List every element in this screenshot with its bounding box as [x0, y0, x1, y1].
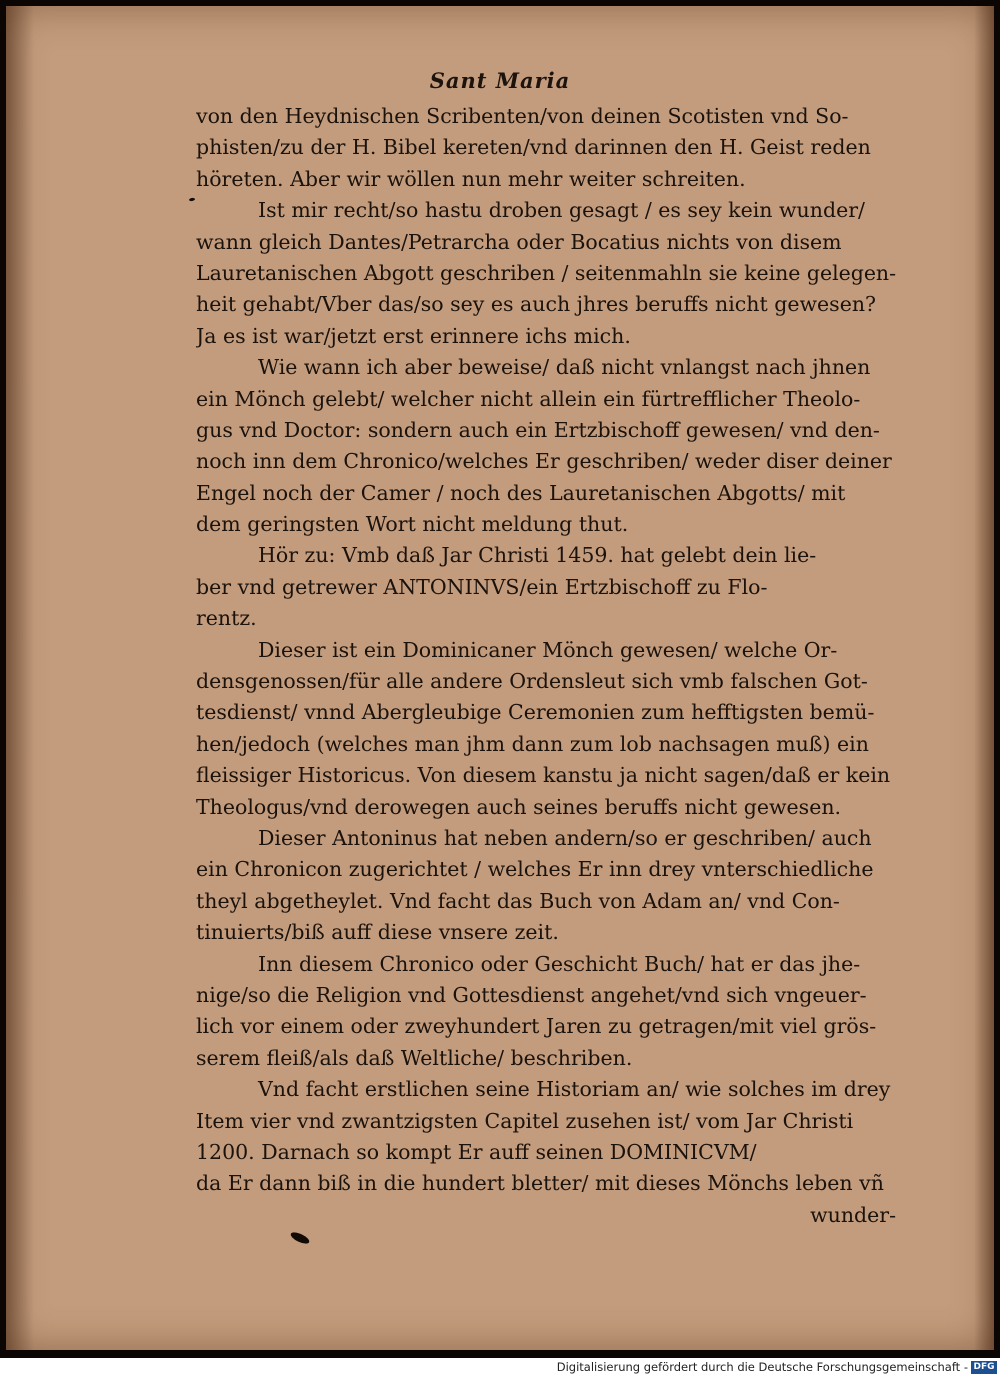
- text-line: ber vnd getrewer ANTONINVS/ein Ertzbischoff zu Flo-: [196, 574, 768, 599]
- binding-shadow: [6, 6, 34, 1350]
- text-line: fleissiger Historicus. Von diesem kanstu ja nicht sagen/daß er kein: [196, 763, 891, 788]
- text-line: Theologus/vnd derowegen auch seines beruffs nicht gewesen.: [196, 794, 842, 819]
- text-line: da Er dann biß in die hundert bletter/ mit dieses Mönchs leben vñ: [196, 1171, 884, 1196]
- text-line: hen/jedoch (welches man jhm dann zum lob nachsagen muß) ein: [196, 731, 869, 756]
- running-head: Sant Maria: [429, 68, 571, 93]
- text-line: Hör zu: Vmb daß Jar Christi 1459. hat gelebt dein lie-: [258, 543, 817, 568]
- text-line: serem fleiß/als daß Weltliche/ beschriben.: [196, 1045, 633, 1070]
- footer-bar: [0, 1358, 1000, 1378]
- text-line: densgenossen/für alle andere Ordensleut sich vmb falschen Got-: [196, 669, 868, 694]
- text-line: heit gehabt/Vber das/so sey es auch jhres beruffs nicht gewesen?: [196, 292, 877, 317]
- text-line: lich vor einem oder zweyhundert Jaren zu getragen/mit viel grös-: [196, 1014, 877, 1039]
- page-edge-shadow: [974, 6, 994, 1350]
- text-line: ein Mönch gelebt/ welcher nicht allein ein fürtrefflicher Theolo-: [196, 386, 861, 411]
- text-line: Dieser ist ein Dominicaner Mönch gewesen/ welche Or-: [258, 637, 838, 662]
- text-line: wann gleich Dantes/Petrarcha oder Bocatius nichts von disem: [196, 229, 842, 254]
- text-line: dem geringsten Wort nicht meldung thut.: [196, 512, 629, 537]
- text-line: Wie wann ich aber beweise/ daß nicht vnlangst nach jhnen: [258, 355, 871, 380]
- text-line: phisten/zu der H. Bibel kereten/vnd darinnen den H. Geist reden: [196, 135, 871, 160]
- text-line: ein Chronicon zugerichtet / welches Er inn drey vnterschiedliche: [196, 857, 874, 882]
- text-line: tesdienst/ vnnd Abergleubige Ceremonien zum hefftigsten bemü-: [196, 700, 875, 725]
- text-line: theyl abgetheylet. Vnd facht das Buch von Adam an/ vnd Con-: [196, 888, 840, 913]
- text-line: tinuierts/biß auff diese vnsere zeit.: [196, 920, 559, 945]
- dfg-logo: DFG: [971, 1361, 997, 1374]
- text-line: Item vier vnd zwantzigsten Capitel zusehen ist/ vom Jar Christi: [196, 1108, 854, 1133]
- text-line: höreten. Aber wir wöllen nun mehr weiter schreiten.: [196, 166, 746, 191]
- text-line: rentz.: [196, 606, 257, 631]
- text-line: von den Heydnischen Scribenten/von deinen Scotisten vnd So-: [196, 104, 849, 128]
- text-line: Dieser Antoninus hat neben andern/so er geschriben/ auch: [258, 825, 872, 850]
- text-line: Lauretanischen Abgott geschriben / seitenmahln sie keine gelegen-: [196, 260, 896, 285]
- text-line: noch inn dem Chronico/welches Er geschriben/ weder diser deiner: [196, 449, 892, 474]
- text-line: Ja es ist war/jetzt erst erinnere ichs mich.: [196, 323, 631, 348]
- paper-page: [6, 6, 994, 1350]
- text-line: wunder-: [810, 1202, 896, 1227]
- funding-credit: Digitalisierung gefördert durch die Deutsche Forschungsgemeinschaft -: [556, 1360, 968, 1374]
- text-line: Ist mir recht/so hastu droben gesagt / es sey kein wunder/: [258, 198, 865, 223]
- text-line: nige/so die Religion vnd Gottesdienst angehet/vnd sich vngeuer-: [196, 982, 867, 1007]
- text-line: 1200. Darnach so kompt Er auff seinen DOMINICVM/: [196, 1139, 757, 1164]
- body-text: [196, 101, 896, 1231]
- text-line: Engel noch der Camer / noch des Lauretanischen Abgotts/ mit: [196, 480, 846, 505]
- text-line: Inn diesem Chronico oder Geschicht Buch/ hat er das jhe-: [258, 951, 861, 976]
- text-line: gus vnd Doctor: sondern auch ein Ertzbischoff gewesen/ vnd den-: [196, 417, 880, 442]
- text-line: Vnd facht erstlichen seine Historiam an/ wie solches im drey: [258, 1077, 891, 1102]
